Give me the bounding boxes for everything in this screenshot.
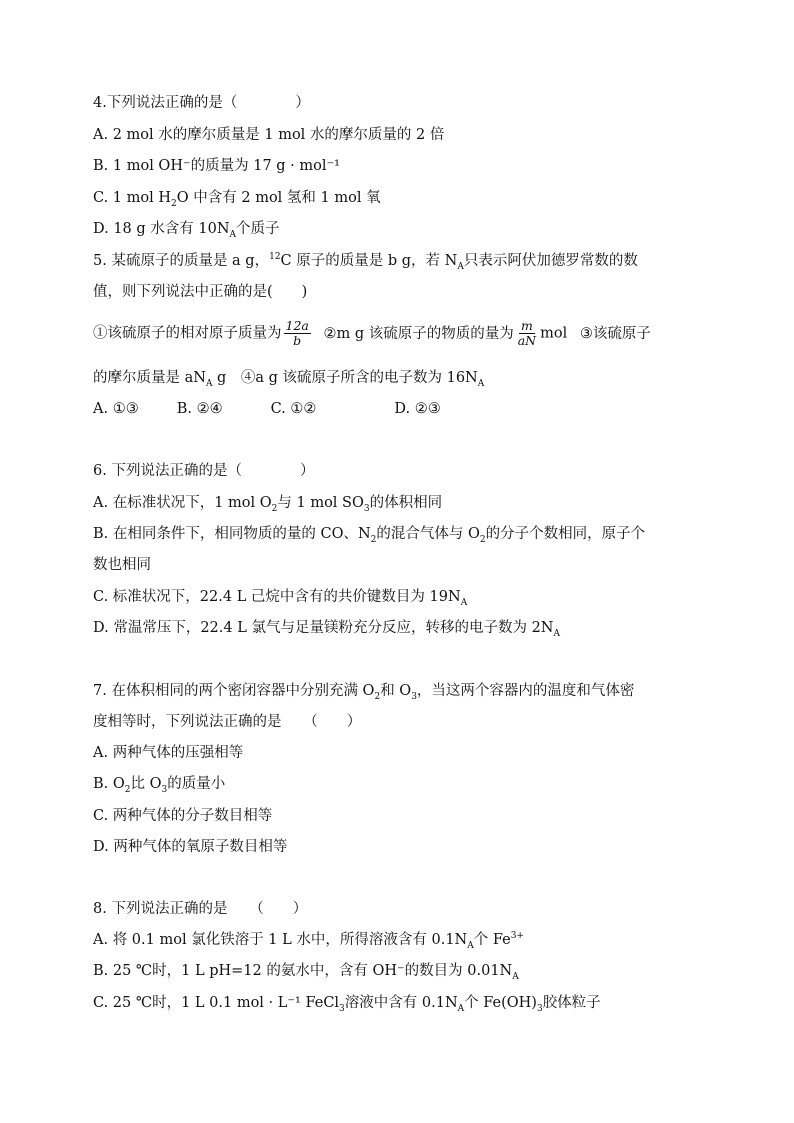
q5-stem-line2: 值，则下列说法中正确的是( ) <box>93 284 308 300</box>
fraction-m-over-aN: $\frac{m}{aN}$ <box>517 318 537 348</box>
q8-stem: 8. 下列说法正确的是 （ ） <box>93 901 308 917</box>
q7-option-d: D. 两种气体的氧原子数目相等 <box>93 839 288 855</box>
q5-option-d: D. ②③ <box>394 401 441 417</box>
q5-statements-line2: 的摩尔质量是 $aN_A$ g ④a g 该硫原子所含的电子数为 $16N_A$ <box>93 370 485 389</box>
q8-option-c: C. 25 ℃时，1 L 0.1 mol · L⁻¹ FeCl$_3$溶液中含有 $0.1N_A$个 $Fe(OH)_3$胶体粒子 <box>93 995 601 1014</box>
q4-stem: 4.下列说法正确的是（ ） <box>93 95 310 111</box>
q7-option-c: C. 两种气体的分子数目相等 <box>93 808 273 824</box>
q5-stem-line1: 5. 某硫原子的质量是 a g，$^{12}$C 原子的质量是 b g，若 $N_A$只表示阿伏加德罗常数的数 <box>93 252 638 272</box>
q6-option-d: D. 常温常压下，22.4 L 氯气与足量镁粉充分反应，转移的电子数为 $2N_A$ <box>93 620 560 639</box>
q6-option-c: C. 标准状况下，22.4 L 己烷中含有的共价键数目为 $19N_A$ <box>93 589 468 608</box>
q7-stem-line2: 度相等时，下列说法正确的是 （ ） <box>93 714 362 730</box>
q6-option-a: A. 在标准状况下，1 mol $O_2$与 1 mol $SO_3$的体积相同 <box>93 495 443 514</box>
q5-options <box>93 399 441 419</box>
q5-statements-line1: ①该硫原子的相对原子质量为 $\frac{12a}{b}$ ②m g 该硫原子的物质的量为 $\frac{m}{aN}$ mol ③该硫原子 <box>93 318 651 348</box>
q8-option-a: A. 将 0.1 mol 氯化铁溶于 1 L 水中，所得溶液含有 $0.1N_A$个 $Fe^{3+}$ <box>93 931 524 951</box>
q8-option-b: B. 25 ℃时，1 L pH=12 的氨水中，含有 OH⁻的数目为 $0.01N_A$ <box>93 963 519 982</box>
q7-stem-line1: 7. 在体积相同的两个密闭容器中分别充满 $O_2$和 $O_3$，当这两个容器内的温度和气体密 <box>93 683 635 702</box>
q7-option-a: A. 两种气体的压强相等 <box>93 745 244 761</box>
q4-option-d: D. 18 g 水含有 $10N_A$个质子 <box>93 221 280 240</box>
q4-option-c: C. 1 mol $H_2O$ 中含有 2 mol 氢和 1 mol 氧 <box>93 190 381 209</box>
q6-option-b: B. 在相同条件下，相同物质的量的 CO、$N_2$的混合气体与 $O_2$的分子个数相同，原子个 <box>93 526 646 545</box>
q4-option-b: B. 1 mol OH⁻的质量为 17 g · mol⁻¹ <box>93 158 340 174</box>
fraction-12a-over-b: $\frac{12a}{b}$ <box>285 318 309 348</box>
q5-option-c: C. ①② <box>270 401 317 417</box>
q5-option-b: B. ②④ <box>176 401 223 417</box>
q6-option-b-cont: 数也相同 <box>93 557 151 573</box>
q7-option-b: B. $O_2$比 $O_3$的质量小 <box>93 776 226 795</box>
q5-option-a: A. ①③ <box>93 401 139 417</box>
q4-option-a: A. 2 mol 水的摩尔质量是 1 mol 水的摩尔质量的 2 倍 <box>93 127 445 143</box>
q6-stem: 6. 下列说法正确的是（ ） <box>93 463 315 479</box>
